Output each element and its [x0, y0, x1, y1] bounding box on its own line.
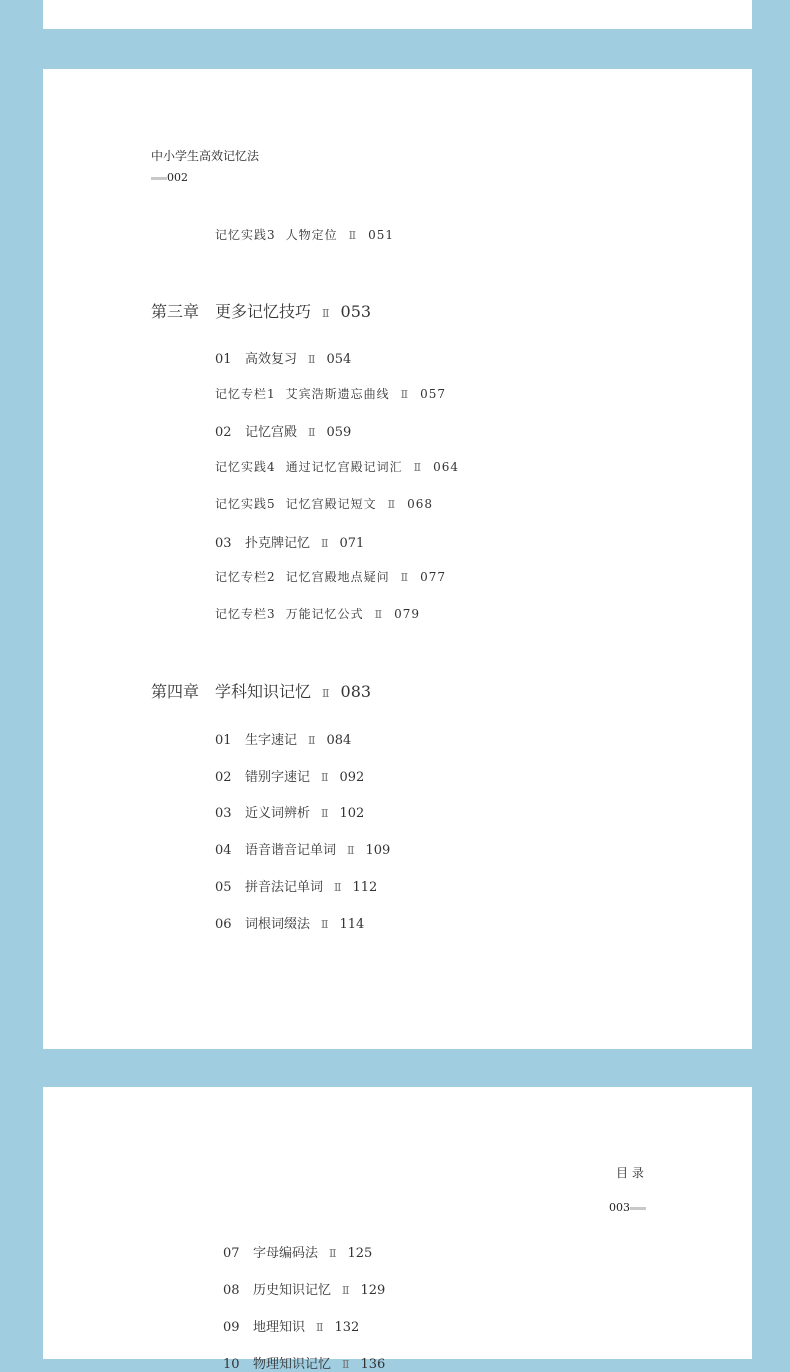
chapter-label: 第三章 — [151, 302, 200, 321]
separator-mark: Ⅱ — [308, 353, 316, 366]
entry-label: 08 — [223, 1283, 240, 1298]
entry-title: 近义词辨析 — [245, 806, 311, 822]
toc-page-003 — [43, 1087, 752, 1372]
separator-mark: Ⅱ — [308, 426, 316, 440]
page-number: 003 — [609, 1201, 646, 1214]
entry-page: 079 — [394, 606, 421, 621]
separator-mark: Ⅱ — [322, 307, 330, 320]
entry-label: 05 — [215, 879, 232, 895]
entry-page: 129 — [360, 1283, 386, 1298]
entry-page: 132 — [334, 1320, 360, 1335]
chapter-4-heading[interactable] — [151, 679, 371, 702]
toc-entry[interactable] — [215, 568, 446, 585]
entry-label: 记忆专栏1 — [215, 386, 276, 401]
entry-title: 记忆宫殿 — [245, 425, 298, 441]
entry-page: 057 — [420, 386, 447, 401]
entry-label: 03 — [215, 535, 232, 551]
chapter-3-heading[interactable] — [151, 299, 371, 322]
separator-mark: Ⅱ — [322, 687, 330, 700]
separator-mark: Ⅱ — [342, 1284, 350, 1297]
entry-page: 064 — [433, 460, 460, 475]
entry-title: 艾宾浩斯遗忘曲线 — [285, 386, 390, 401]
entry-page: 071 — [339, 535, 365, 551]
entry-title: 生字速记 — [245, 733, 298, 748]
entry-title: 词根词缀法 — [245, 916, 311, 932]
separator-mark: Ⅱ — [348, 229, 358, 242]
toc-entry[interactable] — [215, 802, 364, 821]
entry-label: 09 — [223, 1320, 240, 1335]
entry-page: 092 — [339, 769, 365, 785]
entry-title: 万能记忆公式 — [285, 606, 364, 621]
entry-title: 语音谐音记单词 — [245, 843, 337, 859]
page-number-bar — [151, 177, 167, 180]
entry-title: 扑克牌记忆 — [245, 535, 311, 551]
toc-page-002 — [43, 69, 752, 1049]
entry-page: 114 — [339, 916, 365, 932]
entry-title: 通过记忆宫殿记词汇 — [285, 460, 403, 475]
entry-label: 记忆专栏2 — [215, 570, 276, 585]
toc-entry[interactable] — [223, 1242, 372, 1261]
entry-label: 01 — [215, 733, 232, 748]
entry-page: 109 — [365, 843, 391, 859]
toc-entry[interactable] — [215, 839, 390, 858]
entry-title: 拼音法记单词 — [245, 879, 324, 895]
entry-label: 02 — [215, 425, 232, 441]
toc-entry[interactable] — [215, 913, 364, 932]
chapter-label: 第四章 — [151, 682, 200, 701]
toc-entry[interactable] — [223, 1316, 359, 1335]
toc-entry[interactable] — [215, 729, 351, 748]
chapter-title: 学科知识记忆 — [215, 682, 312, 701]
entry-label: 06 — [215, 916, 232, 932]
entry-label: 记忆实践3 — [215, 228, 276, 242]
previous-page — [43, 0, 752, 29]
entry-title: 记忆宫殿记短文 — [285, 496, 377, 511]
entry-title: 物理知识记忆 — [253, 1357, 332, 1372]
separator-mark: Ⅱ — [347, 844, 355, 858]
separator-mark: Ⅱ — [387, 497, 397, 511]
entry-label: 记忆专栏3 — [215, 606, 276, 621]
entry-title: 人物定位 — [285, 228, 338, 242]
book-title: 中小学生高效记忆法 — [151, 149, 260, 163]
entry-label: 01 — [215, 352, 232, 367]
toc-entry[interactable] — [215, 605, 420, 622]
entry-page: 136 — [360, 1357, 386, 1372]
entry-label: 记忆实践5 — [215, 496, 276, 511]
entry-label: 04 — [215, 843, 232, 859]
entry-page: 068 — [407, 496, 434, 511]
toc-entry[interactable] — [215, 421, 351, 440]
entry-title: 字母编码法 — [253, 1246, 319, 1261]
entry-title: 地理知识 — [253, 1320, 306, 1335]
toc-entry[interactable] — [215, 766, 364, 785]
page-number: 002 — [151, 171, 188, 184]
toc-entry[interactable] — [215, 348, 351, 367]
entry-label: 记忆实践4 — [215, 460, 276, 475]
toc-header: 目 录 — [616, 1166, 644, 1180]
entry-page: 102 — [339, 806, 365, 822]
entry-title: 历史知识记忆 — [253, 1283, 332, 1298]
toc-entry[interactable] — [215, 458, 459, 475]
separator-mark: Ⅱ — [321, 536, 329, 550]
toc-entry[interactable] — [215, 385, 446, 402]
toc-entry[interactable] — [223, 1279, 385, 1298]
chapter-page: 083 — [340, 682, 372, 701]
separator-mark: Ⅱ — [316, 1321, 324, 1334]
entry-label: 02 — [215, 769, 232, 785]
toc-entry[interactable] — [215, 226, 394, 243]
toc-entry[interactable] — [215, 495, 433, 512]
separator-mark: Ⅱ — [308, 734, 316, 747]
entry-title: 错别字速记 — [245, 769, 311, 785]
chapter-page: 053 — [340, 302, 372, 321]
separator-mark: Ⅱ — [329, 1247, 337, 1260]
separator-mark: Ⅱ — [400, 571, 410, 585]
entry-title: 记忆宫殿地点疑问 — [285, 570, 390, 585]
entry-label: 10 — [223, 1357, 240, 1372]
separator-mark: Ⅱ — [342, 1358, 350, 1371]
entry-page: 125 — [347, 1246, 373, 1261]
entry-page: 112 — [352, 879, 378, 895]
separator-mark: Ⅱ — [413, 461, 423, 475]
separator-mark: Ⅱ — [321, 807, 329, 821]
entry-title: 高效复习 — [245, 352, 298, 367]
toc-entry[interactable] — [223, 1353, 385, 1372]
chapter-title: 更多记忆技巧 — [215, 302, 312, 321]
page-number-bar — [630, 1207, 646, 1210]
entry-page: 059 — [326, 425, 352, 441]
separator-mark: Ⅱ — [400, 387, 410, 401]
separator-mark: Ⅱ — [374, 607, 384, 621]
entry-label: 07 — [223, 1246, 240, 1261]
toc-entry[interactable] — [215, 532, 364, 551]
separator-mark: Ⅱ — [321, 917, 329, 931]
separator-mark: Ⅱ — [334, 880, 342, 894]
separator-mark: Ⅱ — [321, 770, 329, 784]
entry-label: 03 — [215, 806, 232, 822]
entry-page: 051 — [368, 228, 395, 242]
entry-page: 077 — [420, 570, 447, 585]
entry-page: 054 — [326, 352, 352, 367]
toc-entry[interactable] — [215, 876, 377, 895]
entry-page: 084 — [326, 733, 352, 748]
